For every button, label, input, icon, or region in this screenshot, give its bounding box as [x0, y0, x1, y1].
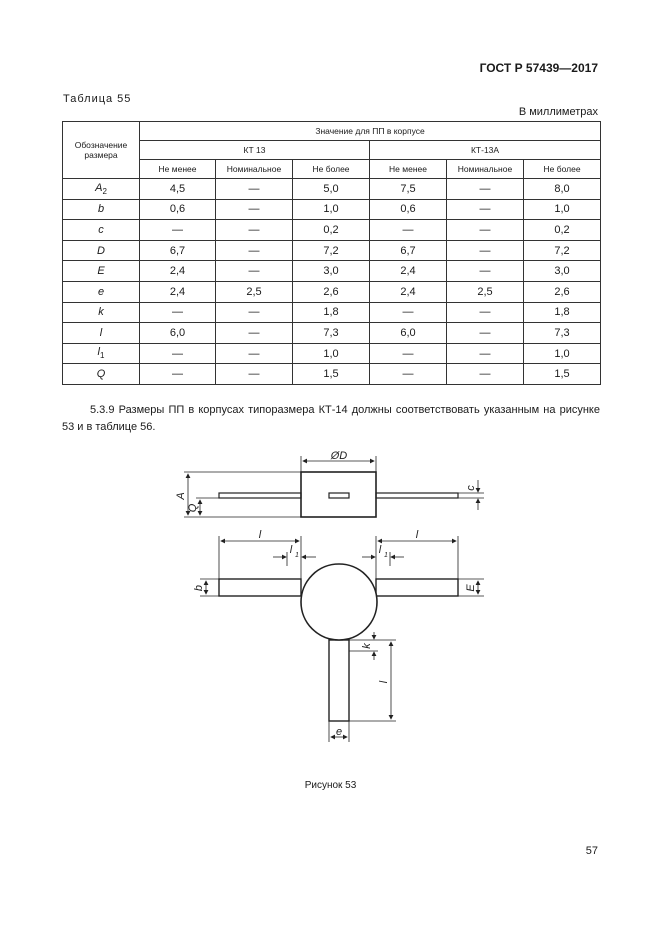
dimension-symbol: E	[63, 261, 140, 282]
table-cell: 6,7	[370, 240, 447, 261]
dimension-symbol: e	[63, 281, 140, 302]
table-cell: 6,0	[370, 323, 447, 344]
label-b: b	[193, 584, 205, 592]
table-cell: 7,3	[293, 323, 370, 344]
units-note: В миллиметрах	[518, 106, 598, 118]
bottom-lead-top	[329, 640, 349, 721]
table-cell: 2,4	[370, 261, 447, 282]
label-l1-left-sub: 1	[295, 552, 299, 559]
table-row	[63, 179, 601, 200]
table-row	[63, 302, 601, 323]
table-cell: 1,8	[293, 302, 370, 323]
table-cell: —	[216, 240, 293, 261]
table-row	[63, 323, 601, 344]
label-E: E	[465, 584, 477, 592]
center-slot	[329, 493, 349, 498]
table-row	[63, 364, 601, 385]
table-cell: 0,6	[370, 199, 447, 220]
table-cell: 1,8	[524, 302, 601, 323]
col-subheader: Номинальное	[447, 160, 524, 179]
table-cell: —	[216, 302, 293, 323]
table-cell: 5,0	[293, 179, 370, 200]
table-cell: —	[447, 220, 524, 241]
table-cell: —	[140, 220, 216, 241]
dimension-symbol: k	[63, 302, 140, 323]
document-code: ГОСТ Р 57439—2017	[479, 61, 598, 75]
table-cell: 8,0	[524, 179, 601, 200]
label-A: A	[175, 492, 187, 500]
body-side-view	[301, 472, 376, 517]
table-cell: 6,7	[140, 240, 216, 261]
table-cell: 7,2	[524, 240, 601, 261]
table-cell: 1,5	[524, 364, 601, 385]
dimension-symbol: l	[63, 323, 140, 344]
dimensions-table	[62, 121, 601, 385]
col-header-kt13a: КТ-13А	[370, 141, 601, 160]
table-row	[63, 199, 601, 220]
col-header-group: Значение для ПП в корпусе	[140, 122, 601, 141]
label-e: e	[335, 726, 343, 738]
right-lead-top	[376, 579, 458, 596]
table-cell: 1,5	[293, 364, 370, 385]
table-cell: 4,5	[140, 179, 216, 200]
col-subheader: Не менее	[370, 160, 447, 179]
table-cell: 7,2	[293, 240, 370, 261]
left-lead-top	[219, 579, 301, 596]
dimension-symbol: Q	[63, 364, 140, 385]
table-cell: 1,0	[293, 199, 370, 220]
table-cell: —	[370, 302, 447, 323]
table-cell: 2,5	[447, 281, 524, 302]
table-cell: 6,0	[140, 323, 216, 344]
table-row	[63, 240, 601, 261]
table-cell: 1,0	[524, 199, 601, 220]
paragraph-5-3-9: 5.3.9 Размеры ПП в корпусах типоразмера КТ-14 должны соответствовать указанным на рисунке 53 и в таблице 56.	[62, 404, 600, 433]
table-cell: —	[370, 343, 447, 364]
label-l-right: l	[415, 529, 419, 541]
table-cell: 0,2	[293, 220, 370, 241]
table-cell: —	[447, 240, 524, 261]
table-cell: —	[216, 323, 293, 344]
table-cell: —	[140, 364, 216, 385]
table-cell: —	[216, 220, 293, 241]
col-header-dimension: Обозначение размера	[63, 122, 140, 179]
page-number: 57	[585, 845, 598, 857]
table-cell: 3,0	[293, 261, 370, 282]
table-cell: —	[216, 179, 293, 200]
label-k: k	[361, 643, 373, 649]
label-l-left: l	[258, 529, 262, 541]
table-cell: —	[140, 343, 216, 364]
dimension-symbol: $l_1$	[63, 343, 140, 364]
label-Q: Q	[187, 503, 199, 513]
table-cell: 7,3	[524, 323, 601, 344]
col-header-kt13: КТ 13	[140, 141, 370, 160]
col-subheader: Не более	[524, 160, 601, 179]
label-l-vertical: l	[378, 680, 390, 684]
table-cell: 3,0	[524, 261, 601, 282]
table-cell: —	[216, 364, 293, 385]
figure-caption: Рисунок 53	[304, 780, 357, 791]
table-cell: 1,0	[293, 343, 370, 364]
table-cell: 7,5	[370, 179, 447, 200]
table-row	[63, 261, 601, 282]
table-cell: —	[447, 343, 524, 364]
table-row	[63, 220, 601, 241]
label-l1-right-sub: 1	[384, 552, 388, 559]
table-caption: Таблица 55	[63, 93, 132, 105]
table-cell: 0,2	[524, 220, 601, 241]
dimension-symbol: D	[63, 240, 140, 261]
table-cell: 2,4	[140, 261, 216, 282]
left-lead-side	[219, 493, 301, 498]
table-cell: 2,4	[370, 281, 447, 302]
table-cell: 0,6	[140, 199, 216, 220]
col-subheader: Номинальное	[216, 160, 293, 179]
table-row	[63, 343, 601, 364]
body-top-view	[301, 564, 377, 640]
dimension-symbol: b	[63, 199, 140, 220]
table-cell: —	[370, 220, 447, 241]
col-subheader: Не менее	[140, 160, 216, 179]
table-cell: —	[447, 302, 524, 323]
table-cell: 2,4	[140, 281, 216, 302]
dimension-symbol: $A_2$	[63, 179, 140, 200]
table-cell: —	[370, 364, 447, 385]
table-cell: —	[447, 364, 524, 385]
table-cell: 1,0	[524, 343, 601, 364]
label-l1-left: l	[289, 544, 293, 556]
table-cell: 2,6	[524, 281, 601, 302]
table-cell: —	[447, 323, 524, 344]
table-cell: —	[216, 199, 293, 220]
label-D: ØD	[330, 450, 348, 462]
table-cell: 2,5	[216, 281, 293, 302]
table-row	[63, 281, 601, 302]
table-cell: —	[447, 179, 524, 200]
table-cell: —	[447, 199, 524, 220]
label-l1-right: l	[378, 544, 382, 556]
table-cell: —	[216, 343, 293, 364]
col-subheader: Не более	[293, 160, 370, 179]
table-cell: —	[140, 302, 216, 323]
table-cell: —	[216, 261, 293, 282]
table-cell: —	[447, 261, 524, 282]
dimension-symbol: c	[63, 220, 140, 241]
label-c: c	[465, 485, 477, 491]
right-lead-side	[376, 493, 458, 498]
table-cell: 2,6	[293, 281, 370, 302]
